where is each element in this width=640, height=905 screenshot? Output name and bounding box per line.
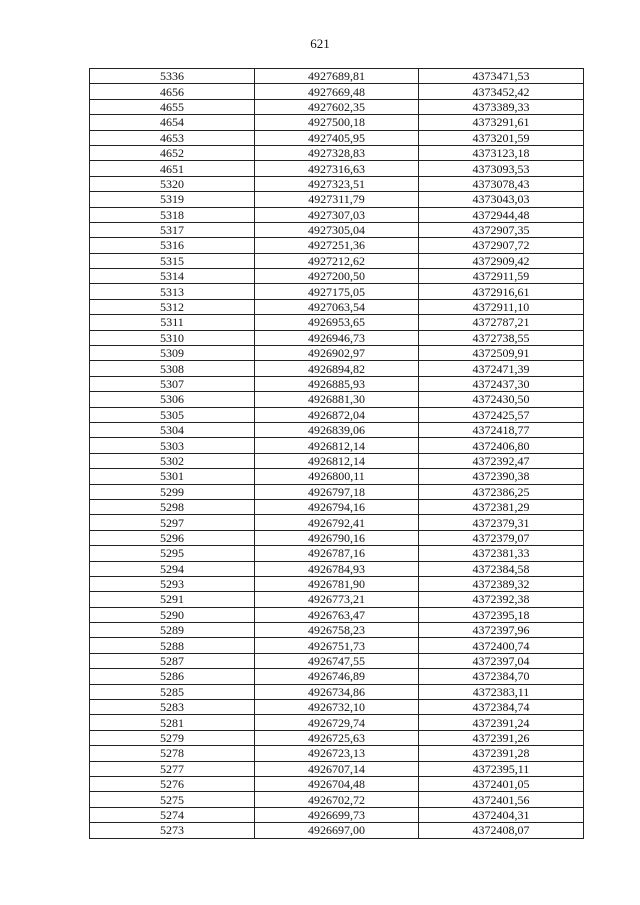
x-coordinate-cell: 4926747,55 (255, 653, 419, 668)
point-number-cell: 4652 (90, 145, 255, 160)
y-coordinate-cell: 4372471,39 (419, 361, 584, 376)
point-number-cell: 5306 (90, 392, 255, 407)
y-coordinate-cell: 4372386,25 (419, 484, 584, 499)
x-coordinate-cell: 4926699,73 (255, 807, 419, 822)
table-row (90, 330, 584, 345)
point-number-cell: 4654 (90, 115, 255, 130)
y-coordinate-cell: 4372391,26 (419, 730, 584, 745)
x-coordinate-cell: 4926781,90 (255, 576, 419, 591)
y-coordinate-cell: 4372509,91 (419, 346, 584, 361)
x-coordinate-cell: 4926885,93 (255, 376, 419, 391)
point-number-cell: 5310 (90, 330, 255, 345)
y-coordinate-cell: 4372408,07 (419, 823, 584, 838)
x-coordinate-cell: 4926732,10 (255, 700, 419, 715)
table-row (90, 623, 584, 638)
table-row (90, 607, 584, 622)
table-row (90, 161, 584, 176)
point-number-cell: 5309 (90, 346, 255, 361)
y-coordinate-cell: 4372391,28 (419, 746, 584, 761)
y-coordinate-cell: 4372907,72 (419, 238, 584, 253)
y-coordinate-cell: 4373452,42 (419, 84, 584, 99)
table-row (90, 700, 584, 715)
point-number-cell: 5307 (90, 376, 255, 391)
y-coordinate-cell: 4373471,53 (419, 69, 584, 84)
table-row (90, 730, 584, 745)
table-row (90, 346, 584, 361)
x-coordinate-cell: 4927602,35 (255, 99, 419, 114)
x-coordinate-cell: 4927251,36 (255, 238, 419, 253)
table-row (90, 515, 584, 530)
table-row (90, 484, 584, 499)
point-number-cell: 5317 (90, 222, 255, 237)
x-coordinate-cell: 4926723,13 (255, 746, 419, 761)
x-coordinate-cell: 4927175,05 (255, 284, 419, 299)
x-coordinate-cell: 4926953,65 (255, 315, 419, 330)
table-row (90, 315, 584, 330)
y-coordinate-cell: 4372397,04 (419, 653, 584, 668)
table-row (90, 638, 584, 653)
point-number-cell: 5273 (90, 823, 255, 838)
table-row (90, 84, 584, 99)
x-coordinate-cell: 4926773,21 (255, 592, 419, 607)
y-coordinate-cell: 4373123,18 (419, 145, 584, 160)
x-coordinate-cell: 4927316,63 (255, 161, 419, 176)
y-coordinate-cell: 4372383,11 (419, 684, 584, 699)
x-coordinate-cell: 4927689,81 (255, 69, 419, 84)
x-coordinate-cell: 4926792,41 (255, 515, 419, 530)
table-row (90, 407, 584, 422)
x-coordinate-cell: 4926800,11 (255, 469, 419, 484)
table-row (90, 592, 584, 607)
table-row (90, 222, 584, 237)
y-coordinate-cell: 4372397,96 (419, 623, 584, 638)
x-coordinate-cell: 4926734,86 (255, 684, 419, 699)
table-row (90, 499, 584, 514)
point-number-cell: 5294 (90, 561, 255, 576)
y-coordinate-cell: 4372430,50 (419, 392, 584, 407)
y-coordinate-cell: 4372392,38 (419, 592, 584, 607)
point-number-cell: 4656 (90, 84, 255, 99)
y-coordinate-cell: 4373093,53 (419, 161, 584, 176)
y-coordinate-cell: 4372911,10 (419, 299, 584, 314)
x-coordinate-cell: 4927307,03 (255, 207, 419, 222)
table-row (90, 392, 584, 407)
x-coordinate-cell: 4926704,48 (255, 776, 419, 791)
table-row (90, 746, 584, 761)
table-row (90, 438, 584, 453)
y-coordinate-cell: 4372401,05 (419, 776, 584, 791)
point-number-cell: 5275 (90, 792, 255, 807)
point-number-cell: 5279 (90, 730, 255, 745)
page-number: 621 (310, 36, 330, 51)
point-number-cell: 5297 (90, 515, 255, 530)
point-number-cell: 5316 (90, 238, 255, 253)
x-coordinate-cell: 4927305,04 (255, 222, 419, 237)
x-coordinate-cell: 4926751,73 (255, 638, 419, 653)
y-coordinate-cell: 4372911,59 (419, 269, 584, 284)
table-row (90, 176, 584, 191)
point-number-cell: 5298 (90, 499, 255, 514)
table-row (90, 653, 584, 668)
y-coordinate-cell: 4372916,61 (419, 284, 584, 299)
x-coordinate-cell: 4926746,89 (255, 669, 419, 684)
table-row (90, 453, 584, 468)
y-coordinate-cell: 4372418,77 (419, 422, 584, 437)
table-row (90, 546, 584, 561)
point-number-cell: 5318 (90, 207, 255, 222)
table-row (90, 207, 584, 222)
point-number-cell: 5288 (90, 638, 255, 653)
x-coordinate-cell: 4927328,83 (255, 145, 419, 160)
y-coordinate-cell: 4372738,55 (419, 330, 584, 345)
x-coordinate-cell: 4926812,14 (255, 438, 419, 453)
point-number-cell: 5315 (90, 253, 255, 268)
y-coordinate-cell: 4372381,29 (419, 499, 584, 514)
x-coordinate-cell: 4926790,16 (255, 530, 419, 545)
point-number-cell: 5291 (90, 592, 255, 607)
y-coordinate-cell: 4372392,47 (419, 453, 584, 468)
x-coordinate-cell: 4926702,72 (255, 792, 419, 807)
table-row (90, 469, 584, 484)
x-coordinate-cell: 4926763,47 (255, 607, 419, 622)
y-coordinate-cell: 4372944,48 (419, 207, 584, 222)
x-coordinate-cell: 4926894,82 (255, 361, 419, 376)
table-row (90, 761, 584, 776)
point-number-cell: 5287 (90, 653, 255, 668)
x-coordinate-cell: 4926902,97 (255, 346, 419, 361)
table-row (90, 823, 584, 838)
table-row (90, 792, 584, 807)
point-number-cell: 5274 (90, 807, 255, 822)
point-number-cell: 5313 (90, 284, 255, 299)
point-number-cell: 5314 (90, 269, 255, 284)
point-number-cell: 5296 (90, 530, 255, 545)
table-row (90, 530, 584, 545)
x-coordinate-cell: 4927200,50 (255, 269, 419, 284)
point-number-cell: 5308 (90, 361, 255, 376)
point-number-cell: 5299 (90, 484, 255, 499)
coordinates-table (89, 68, 584, 839)
point-number-cell: 4653 (90, 130, 255, 145)
point-number-cell: 5290 (90, 607, 255, 622)
y-coordinate-cell: 4372395,18 (419, 607, 584, 622)
y-coordinate-cell: 4373291,61 (419, 115, 584, 130)
table-row (90, 253, 584, 268)
x-coordinate-cell: 4926839,06 (255, 422, 419, 437)
y-coordinate-cell: 4372391,24 (419, 715, 584, 730)
table-row (90, 269, 584, 284)
x-coordinate-cell: 4926725,63 (255, 730, 419, 745)
x-coordinate-cell: 4927063,54 (255, 299, 419, 314)
table-row (90, 115, 584, 130)
point-number-cell: 5278 (90, 746, 255, 761)
point-number-cell: 5302 (90, 453, 255, 468)
x-coordinate-cell: 4927323,51 (255, 176, 419, 191)
point-number-cell: 5336 (90, 69, 255, 84)
point-number-cell: 5283 (90, 700, 255, 715)
x-coordinate-cell: 4927405,95 (255, 130, 419, 145)
y-coordinate-cell: 4372384,74 (419, 700, 584, 715)
point-number-cell: 5286 (90, 669, 255, 684)
table-row (90, 238, 584, 253)
table-row (90, 192, 584, 207)
table-row (90, 561, 584, 576)
y-coordinate-cell: 4372381,33 (419, 546, 584, 561)
y-coordinate-cell: 4372390,38 (419, 469, 584, 484)
y-coordinate-cell: 4372425,57 (419, 407, 584, 422)
y-coordinate-cell: 4372384,58 (419, 561, 584, 576)
point-number-cell: 5281 (90, 715, 255, 730)
x-coordinate-cell: 4926758,23 (255, 623, 419, 638)
table-row (90, 669, 584, 684)
x-coordinate-cell: 4926812,14 (255, 453, 419, 468)
y-coordinate-cell: 4373389,33 (419, 99, 584, 114)
x-coordinate-cell: 4926794,16 (255, 499, 419, 514)
point-number-cell: 5320 (90, 176, 255, 191)
table-row (90, 576, 584, 591)
y-coordinate-cell: 4372787,21 (419, 315, 584, 330)
x-coordinate-cell: 4927500,18 (255, 115, 419, 130)
table-row (90, 376, 584, 391)
point-number-cell: 5301 (90, 469, 255, 484)
table-row (90, 422, 584, 437)
table-row (90, 145, 584, 160)
y-coordinate-cell: 4372384,70 (419, 669, 584, 684)
y-coordinate-cell: 4372389,32 (419, 576, 584, 591)
table-row (90, 361, 584, 376)
table-row (90, 807, 584, 822)
table-row (90, 69, 584, 84)
point-number-cell: 4655 (90, 99, 255, 114)
point-number-cell: 5312 (90, 299, 255, 314)
table-row (90, 776, 584, 791)
table-row (90, 284, 584, 299)
y-coordinate-cell: 4372907,35 (419, 222, 584, 237)
x-coordinate-cell: 4926697,00 (255, 823, 419, 838)
x-coordinate-cell: 4926872,04 (255, 407, 419, 422)
point-number-cell: 5304 (90, 422, 255, 437)
x-coordinate-cell: 4926787,16 (255, 546, 419, 561)
y-coordinate-cell: 4372437,30 (419, 376, 584, 391)
y-coordinate-cell: 4372401,56 (419, 792, 584, 807)
point-number-cell: 5305 (90, 407, 255, 422)
y-coordinate-cell: 4372395,11 (419, 761, 584, 776)
point-number-cell: 4651 (90, 161, 255, 176)
x-coordinate-cell: 4927212,62 (255, 253, 419, 268)
y-coordinate-cell: 4373078,43 (419, 176, 584, 191)
x-coordinate-cell: 4927669,48 (255, 84, 419, 99)
y-coordinate-cell: 4373201,59 (419, 130, 584, 145)
x-coordinate-cell: 4926729,74 (255, 715, 419, 730)
point-number-cell: 5289 (90, 623, 255, 638)
y-coordinate-cell: 4372379,31 (419, 515, 584, 530)
point-number-cell: 5293 (90, 576, 255, 591)
point-number-cell: 5319 (90, 192, 255, 207)
table-row (90, 130, 584, 145)
coordinates-table-body (90, 69, 584, 839)
table-row (90, 99, 584, 114)
y-coordinate-cell: 4372400,74 (419, 638, 584, 653)
table-row (90, 684, 584, 699)
point-number-cell: 5285 (90, 684, 255, 699)
y-coordinate-cell: 4373043,03 (419, 192, 584, 207)
point-number-cell: 5277 (90, 761, 255, 776)
y-coordinate-cell: 4372379,07 (419, 530, 584, 545)
point-number-cell: 5295 (90, 546, 255, 561)
x-coordinate-cell: 4926797,18 (255, 484, 419, 499)
y-coordinate-cell: 4372909,42 (419, 253, 584, 268)
x-coordinate-cell: 4926946,73 (255, 330, 419, 345)
y-coordinate-cell: 4372406,80 (419, 438, 584, 453)
point-number-cell: 5303 (90, 438, 255, 453)
point-number-cell: 5311 (90, 315, 255, 330)
y-coordinate-cell: 4372404,31 (419, 807, 584, 822)
x-coordinate-cell: 4927311,79 (255, 192, 419, 207)
x-coordinate-cell: 4926784,93 (255, 561, 419, 576)
table-row (90, 715, 584, 730)
point-number-cell: 5276 (90, 776, 255, 791)
x-coordinate-cell: 4926707,14 (255, 761, 419, 776)
table-row (90, 299, 584, 314)
x-coordinate-cell: 4926881,30 (255, 392, 419, 407)
